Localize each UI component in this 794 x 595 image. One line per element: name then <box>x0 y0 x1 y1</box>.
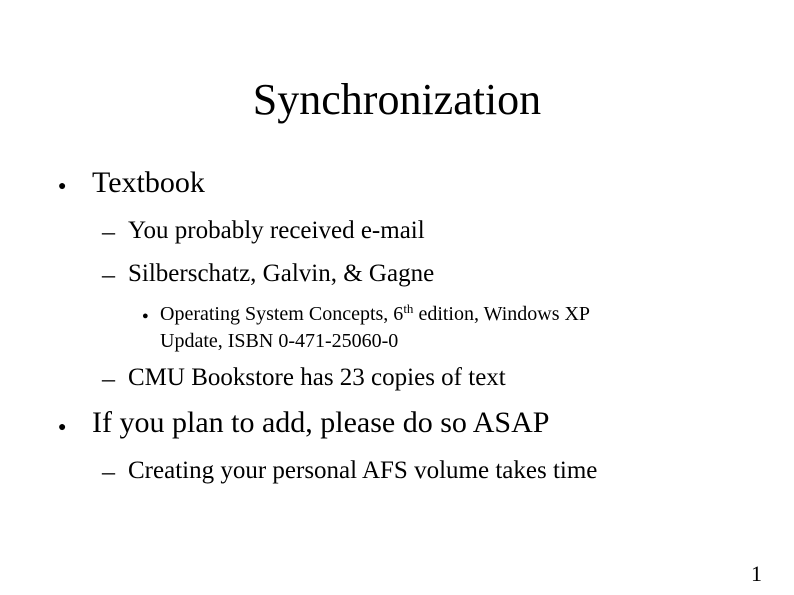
slide-title: Synchronization <box>252 75 542 124</box>
bullet-add-asap: If you plan to add, please do so ASAP <box>92 406 550 439</box>
book-details-line-2: Update, ISBN 0-471-25060-0 <box>160 330 399 352</box>
edition-superscript: th <box>403 300 414 316</box>
book-title-text: Operating System Concepts, 6 <box>160 303 404 325</box>
dash-icon: – <box>102 364 115 393</box>
subitem-afs-volume: Creating your personal AFS volume takes time <box>128 457 598 484</box>
dash-icon: – <box>102 217 115 246</box>
bullet-icon: ● <box>58 179 67 194</box>
bullet-icon: ● <box>142 310 149 322</box>
subitem-bookstore: CMU Bookstore has 23 copies of text <box>128 364 506 391</box>
page-number: 1 <box>751 561 762 586</box>
edition-text: edition, Windows XP <box>413 303 591 325</box>
bullet-textbook: Textbook <box>92 166 205 199</box>
dash-icon: – <box>102 260 115 289</box>
subitem-book-details <box>160 301 590 355</box>
bullet-icon: ● <box>58 420 67 435</box>
book-details-line-1 <box>160 301 590 328</box>
dash-icon: – <box>102 457 115 486</box>
subitem-authors: Silberschatz, Galvin, & Gagne <box>128 260 435 287</box>
subitem-email: You probably received e-mail <box>128 217 425 244</box>
